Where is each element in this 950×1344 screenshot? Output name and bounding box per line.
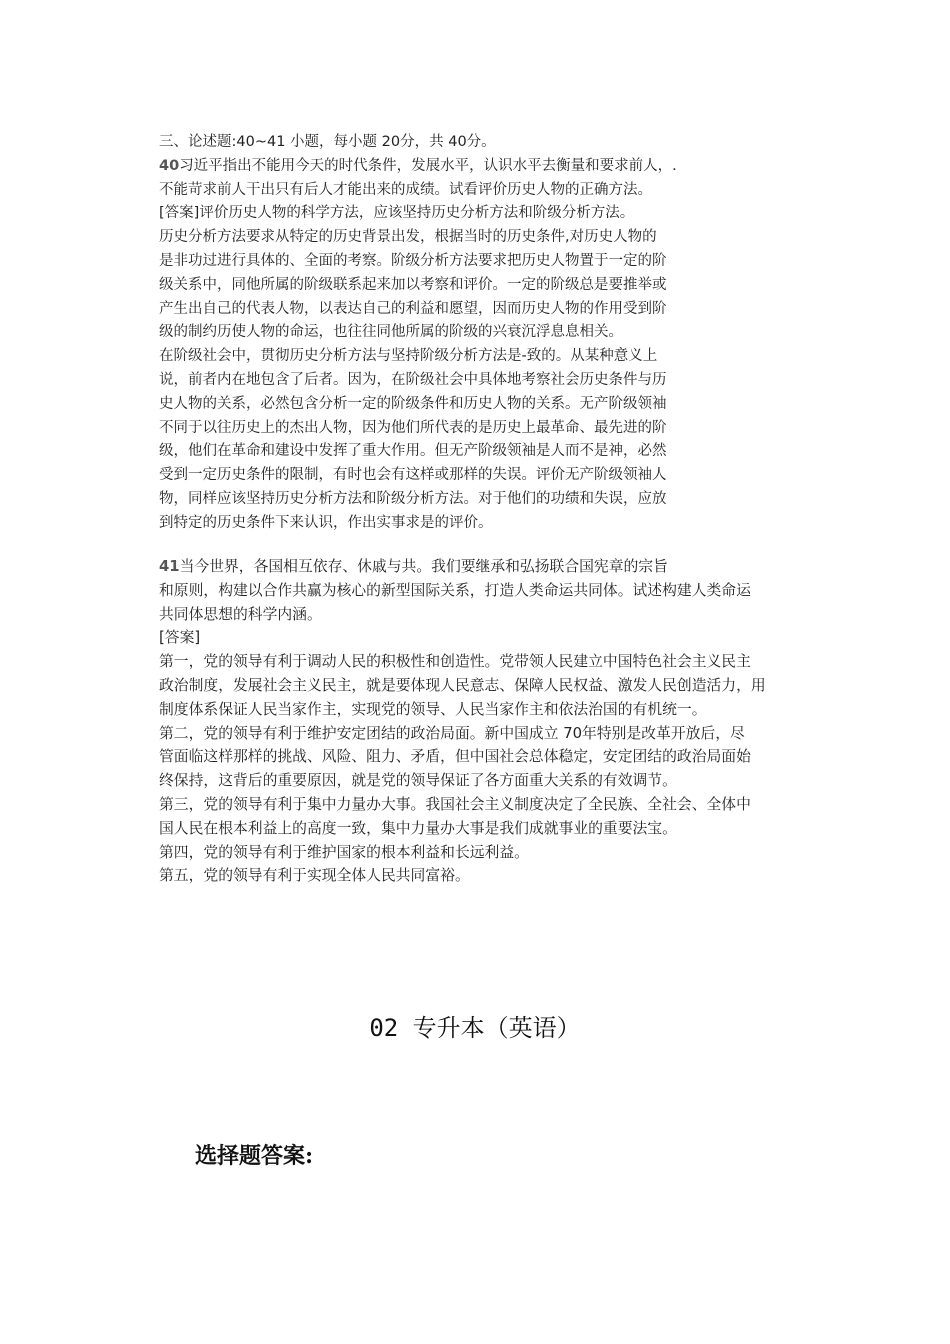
answer-line: 产生出自己的代表人物，以表达自己的利益和愿望，因而历史人物的作用受到阶 — [159, 300, 667, 317]
answer-line: 级，他们在革命和建设中发挥了重大作用。但无产阶级领袖是人而不是神，必然 — [159, 443, 667, 460]
question-text: 当今世界，各国相互依存、休戚与共。我们要继承和弘扬联合国宪章的宗旨 — [179, 558, 668, 575]
section-subtitle: 选择题答案: — [195, 1143, 314, 1169]
answer-line: 受到一定历史条件的限制，有时也会有这样或那样的失误。评价无产阶级领袖人 — [159, 467, 667, 484]
answer-line: 第三，党的领导有利于集中力量办大事。我国社会主义制度决定了全民族、全社会、全体中 — [159, 795, 751, 813]
answer-line: 国人民在根本利益上的高度一致，集中力量办大事是我们成就事业的重要法宝。 — [159, 819, 677, 837]
answer-line: [答案]评价历史人物的科学方法，应该坚持历史分析方法和阶级分析方法。 — [159, 205, 635, 222]
answer-line: 级关系中，同他所属的阶级联系起来加以考察和评价。一定的阶级总是要推举或 — [159, 276, 667, 293]
answer-line: 终保持，这背后的重要原因，就是党的领导保证了各方面重大关系的有效调节。 — [159, 772, 677, 790]
question-text: 习近平指出不能用今天的时代条件，发展水平，认识水平去衡量和要求前人，. — [179, 157, 677, 174]
question-41-text-line-1 — [159, 555, 799, 579]
question-41-text-line-3: 共同体思想的科学内涵。 — [159, 605, 322, 623]
section-title: 02 专升本（英语） — [369, 1014, 581, 1042]
answer-line: 在阶级社会中，贯彻历史分析方法与坚持阶级分析方法是-致的。从某种意义上 — [159, 348, 658, 365]
answer-label: [答案] — [159, 629, 201, 647]
answer-line: 到特定的历史条件下来认识，作出实事求是的评价。 — [159, 514, 493, 531]
question-40-section — [159, 131, 799, 536]
answer-line: 说，前者内在地包含了后者。因为，在阶级社会中具体地考察社会历史条件与历 — [159, 371, 667, 388]
answer-line: 第二，党的领导有利于维护安定团结的政治局面。新中国成立 70年特别是改革开放后，尽 — [159, 724, 745, 742]
answer-line: 级的制约历使人物的命运，也往往同他所属的阶级的兴衰沉浮息息相关。 — [159, 324, 623, 341]
answer-line: 历史分析方法要求从特定的历史背景出发，根据当时的历史条件,对历史人物的 — [159, 229, 657, 246]
question-41-section — [159, 555, 799, 888]
answer-line: 第一，党的领导有利于调动人民的积极性和创造性。党带领人民建立中国特色社会主义民主 — [159, 653, 751, 671]
answer-line: 政治制度，发展社会主义民主，就是要体现人民意志、保障人民权益、激发人民创造活力，用 — [159, 676, 766, 694]
answer-line: 管面临这样那样的挑战、风险、阻力、矛盾，但中国社会总体稳定，安定团结的政治局面始 — [159, 748, 751, 766]
answer-line: 第五，党的领导有利于实现全体人民共同富裕。 — [159, 867, 470, 885]
answer-line: 物，同样应该坚持历史分析方法和阶级分析方法。对于他们的功绩和失误，应放 — [159, 490, 667, 507]
question-number: 40 — [159, 157, 180, 174]
answer-line: 不同于以往历史上的杰出人物，因为他们所代表的是历史上最革命、最先进的阶 — [159, 419, 667, 436]
question-number: 41 — [159, 558, 180, 575]
question-41-text-line-2: 和原则，构建以合作共赢为核心的新型国际关系，打造人类命运共同体。试述构建人类命运 — [159, 581, 751, 599]
answer-line: 制度体系保证人民当家作主，实现党的领导、人民当家作主和依法治国的有机统一。 — [159, 700, 707, 718]
answer-line: 是非功过进行具体的、全面的考察。阶级分析方法要求把历史人物置于一定的阶 — [159, 252, 667, 269]
answer-line: 史人物的关系，必然包含分析一定的阶级条件和历史人物的关系。无产阶级领袖 — [159, 395, 667, 412]
question-40-text-line-2: 不能苛求前人干出只有后人才能出来的成绩。试看评价历史人物的正确方法。 — [159, 181, 652, 198]
question-40-text-line-1 — [159, 155, 799, 179]
answer-line: 第四，党的领导有利于维护国家的根本利益和长远利益。 — [159, 843, 529, 861]
section-header: 三、论述题:40~41 小题，每小题 20分，共 40分。 — [159, 134, 496, 150]
